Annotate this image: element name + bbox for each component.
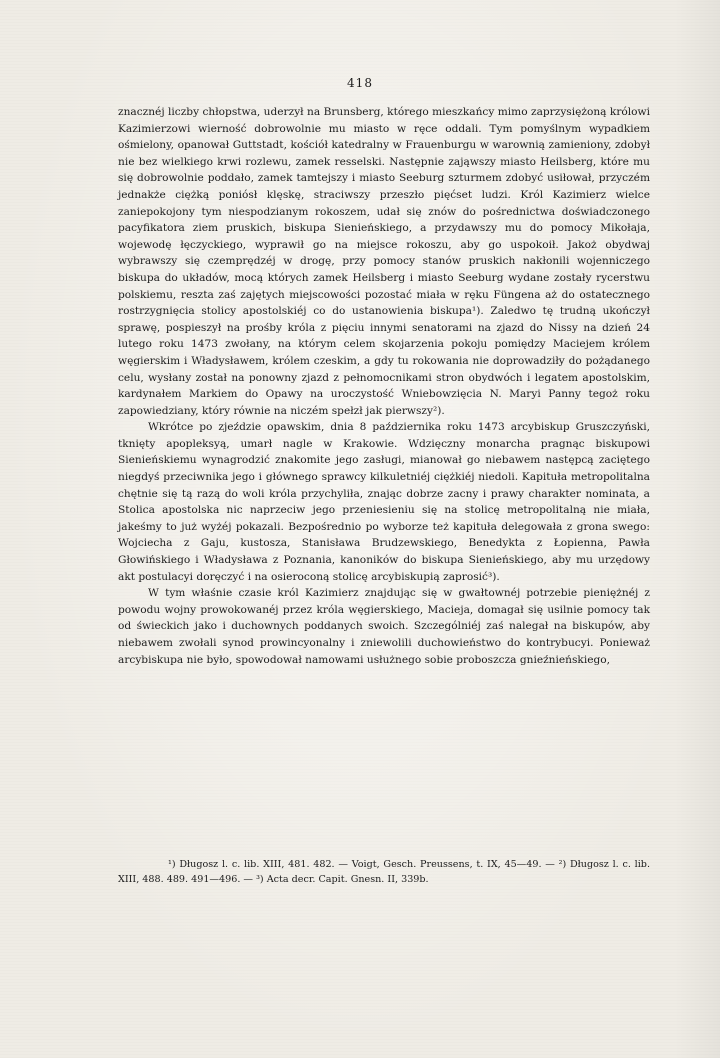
footnote-text: ¹) Długosz l. c. lib. XIII, 481. 482. — Voigt, Gesch. Preussens, t. IX, 45—49. — ²) Długosz l. c. lib. XIII, 488. 489. 491—496. — ³) Acta decr. Capit. Gnesn. II, 339b.	[118, 859, 650, 885]
body-text	[118, 104, 650, 668]
paragraph-2: Wkrótce po zjeździe opawskim, dnia 8 października roku 1473 arcybiskup Gruszczyński, tknięty apopleksyą, umarł nagle w Krakowie. Wdzięczny monarcha pragnąc biskupowi Sienieńskiemu wynagrodzić znakomite jego zasługi, mianował go niebawem następcą zaciętego niegdyś przeciwnika jego i głównego sprawcy kilkuletniéj ciężkiéj niedoli. Kapituła metropolitalna chętnie się tą razą do woli króla przychyliła, znając dobrze zacny i prawy charakter nominata, a Stolica apostolska nic naprzeciw jego przeniesieniu się na stolicę metropolitalną nie miała, jakeśmy to już wyżéj pokazali. Bezpośrednio po wyborze też kapituła delegowała z grona swego: Wojciecha z Gaju, kustosza, Stanisława Brudzewskiego, Benedykta z Łopienna, Pawła Głowińskiego i Władysława z Poznania, kanoników do biskupa Sienieńskiego, aby mu urzędowy akt postulacyi doręczyć i na osieroconą stolicę arcybiskupią zaprosić³).	[118, 421, 650, 583]
paragraph-3: W tym właśnie czasie król Kazimierz znajdując się w gwałtownéj potrzebie pieniężnéj z powodu wojny prowokowanéj przez króla węgierskiego, Macieja, domagał się usilnie pomocy tak od świeckich jako i duchownych poddanych swoich. Szczególniéj zaś nalegał na biskupów, aby niebawem zwołali synod prowincyonalny i zniewolili duchowieństwo do kontrybucyi. Ponieważ arcybiskupa nie było, spowodował namowami usłużnego sobie proboszcza gnieźnieńskiego,	[118, 587, 650, 666]
paragraph-1: znacznéj liczby chłopstwa, uderzył na Brunsberg, którego mieszkańcy mimo zaprzysiężoną królowi Kazimierzowi wierność dobrowolnie mu miasto w ręce oddali. Tym pomyślnym wypadkiem ośmielony, opanował Guttstadt, kościół katedralny w Frauenburgu w warownią zamieniony, zdobył nie bez wielkiego krwi rozlewu, zamek resselski. Następnie zająwszy miasto Heilsberg, które mu się dobrowolnie poddało, zamek tamtejszy i miasto Seeburg szturmem zdobyć usiłował, przyczém jednakże ciężką poniósł klęskę, straciwszy przeszło pięćset ludzi. Król Kazimierz wielce zaniepokojony tym niespodzianym rokoszem, udał się znów do pośrednictwa doświadczonego pacyfikatora ziem pruskich, biskupa Sienieńskiego, a przydawszy mu do pomocy Mikołaja, wojewodę łęczyckiego, wyprawił go na miejsce rokoszu, aby go uspokoił. Jakoż obydwaj wybrawszy się czemprędzéj w drogę, przy pomocy stanów pruskich nakłonili wojenniczego biskupa do układów, mocą których zamek Heilsberg i miasto Seeburg wydane zostały rycerstwu polskiemu, reszta zaś zajętych miejscowości pozostać miała w ręku Füngena aż do ostatecznego rostrzygnięcia stolicy apostolskiéj co do ustanowienia biskupa¹). Zaledwo tę trudną ukończył sprawę, pospieszył na prośby króla z pięciu innymi senatorami na zjazd do Nissy na dzień 24 lutego roku 1473 zwołany, na którym celem skojarzenia pokoju pomiędzy Maciejem królem węgierskim i Władysławem, królem czeskim, a gdy tu rokowania nie doprowadziły do pożądanego celu, wysłany został na ponowny zjazd z pełnomocnikami stron obydwóch i legatem apostolskim, kardynałem Markiem do Opawy na uroczystość Wniebowzięcia N. Maryi Panny tegoż roku zapowiedziany, który równie na niczém spełzł jak pierwszy²).	[118, 106, 650, 417]
page-number: 418	[347, 76, 373, 90]
scan-edge-shadow	[674, 0, 720, 1058]
footnotes	[118, 858, 650, 887]
